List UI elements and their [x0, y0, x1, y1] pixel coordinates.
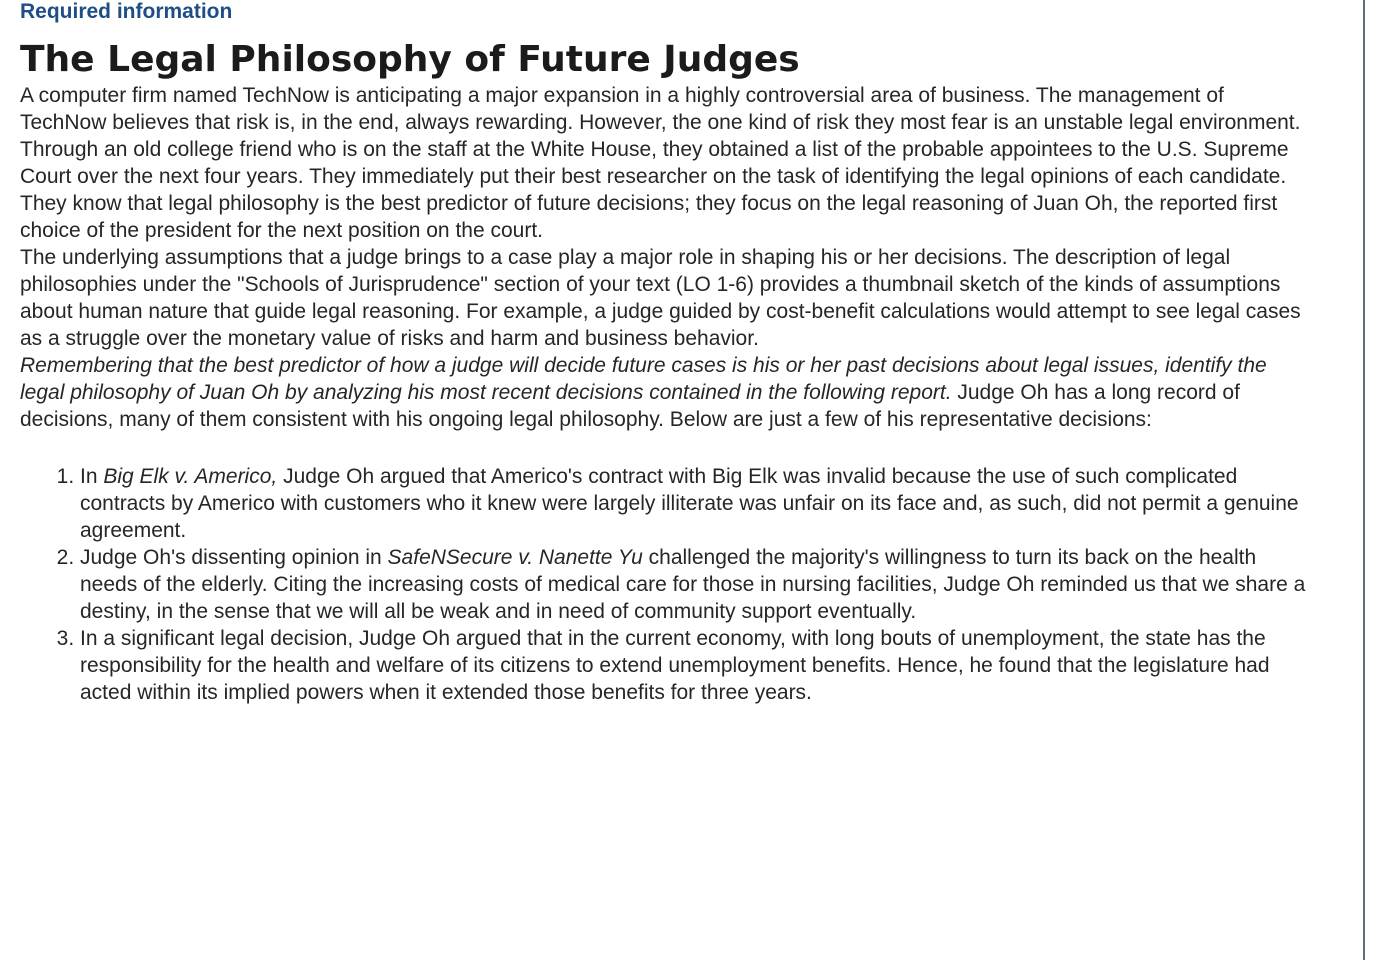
decision-text-before: In a significant legal decision, Judge Oh argued that in the current economy, with long bouts of unemployment, the state has the responsibility for the health and welfare of its citizens to extend unemployment benefits. Hence, he found that the legislature had acted within its implied powers when it extended those benefits for three years. [80, 627, 1270, 704]
list-item [80, 463, 1310, 544]
instructions-rest-text: Judge Oh has a long record of decisions, many of them consistent with his ongoing legal philosophy. Below are just a few of his representative decisions: [20, 381, 1240, 431]
question-content [20, 0, 1310, 706]
case-name: SafeNSecure v. Nanette Yu [387, 546, 643, 569]
instructions-italic-text: Remembering that the best predictor of how a judge will decide future cases is his or her past decisions about legal issues, identify the legal philosophy of Juan Oh by analyzing his most recent decisions contained in the following report. [20, 354, 1267, 404]
page-title: The Legal Philosophy of Future Judges [20, 39, 800, 80]
instructions-paragraph [20, 352, 1310, 433]
decision-text-after: challenged the majority's willingness to turn its back on the health needs of the elderly. Citing the increasing costs of medical care for those in nursing facilities, Judge Oh reminded us that we share a destiny, in the sense that we will all be weak and in need of community support eventually. [80, 546, 1306, 623]
decision-text-before: Judge Oh's dissenting opinion in [80, 546, 388, 569]
scroll-region-border [1363, 0, 1365, 960]
list-item [80, 544, 1310, 625]
intro-paragraph: A computer firm named TechNow is anticipating a major expansion in a highly controversial area of business. The management of TechNow believes that risk is, in the end, always rewarding. However, the one kind of risk they most fear is an unstable legal environment. Through an old college friend who is on the staff at the White House, they obtained a list of the probable appointees to the U.S. Supreme Court over the next four years. They immediately put their best researcher on the task of identifying the legal opinions of each candidate. They know that legal philosophy is the best predictor of future decisions; they focus on the legal reasoning of Juan Oh, the reported first choice of the president for the next position on the court. [20, 84, 1301, 242]
case-name: Big Elk v. Americo, [103, 465, 278, 488]
required-information-label: Required information [20, 0, 233, 23]
assumptions-paragraph: The underlying assumptions that a judge brings to a case play a major role in shaping his or her decisions. The description of legal philosophies under the "Schools of Jurisprudence" section of your text (LO 1-6) provides a thumbnail sketch of the kinds of assumptions about human nature that guide legal reasoning. For example, a judge guided by cost-benefit calculations would attempt to see legal cases as a struggle over the monetary value of risks and harm and business behavior. [20, 246, 1301, 350]
decision-text-before: In [80, 465, 104, 488]
decisions-list [20, 463, 1310, 706]
decision-text-after: Judge Oh argued that Americo's contract with Big Elk was invalid because the use of such complicated contracts by Americo with customers who it knew were largely illiterate was unfair on its face and, as such, did not permit a genuine agreement. [80, 465, 1299, 542]
list-item [80, 625, 1310, 706]
